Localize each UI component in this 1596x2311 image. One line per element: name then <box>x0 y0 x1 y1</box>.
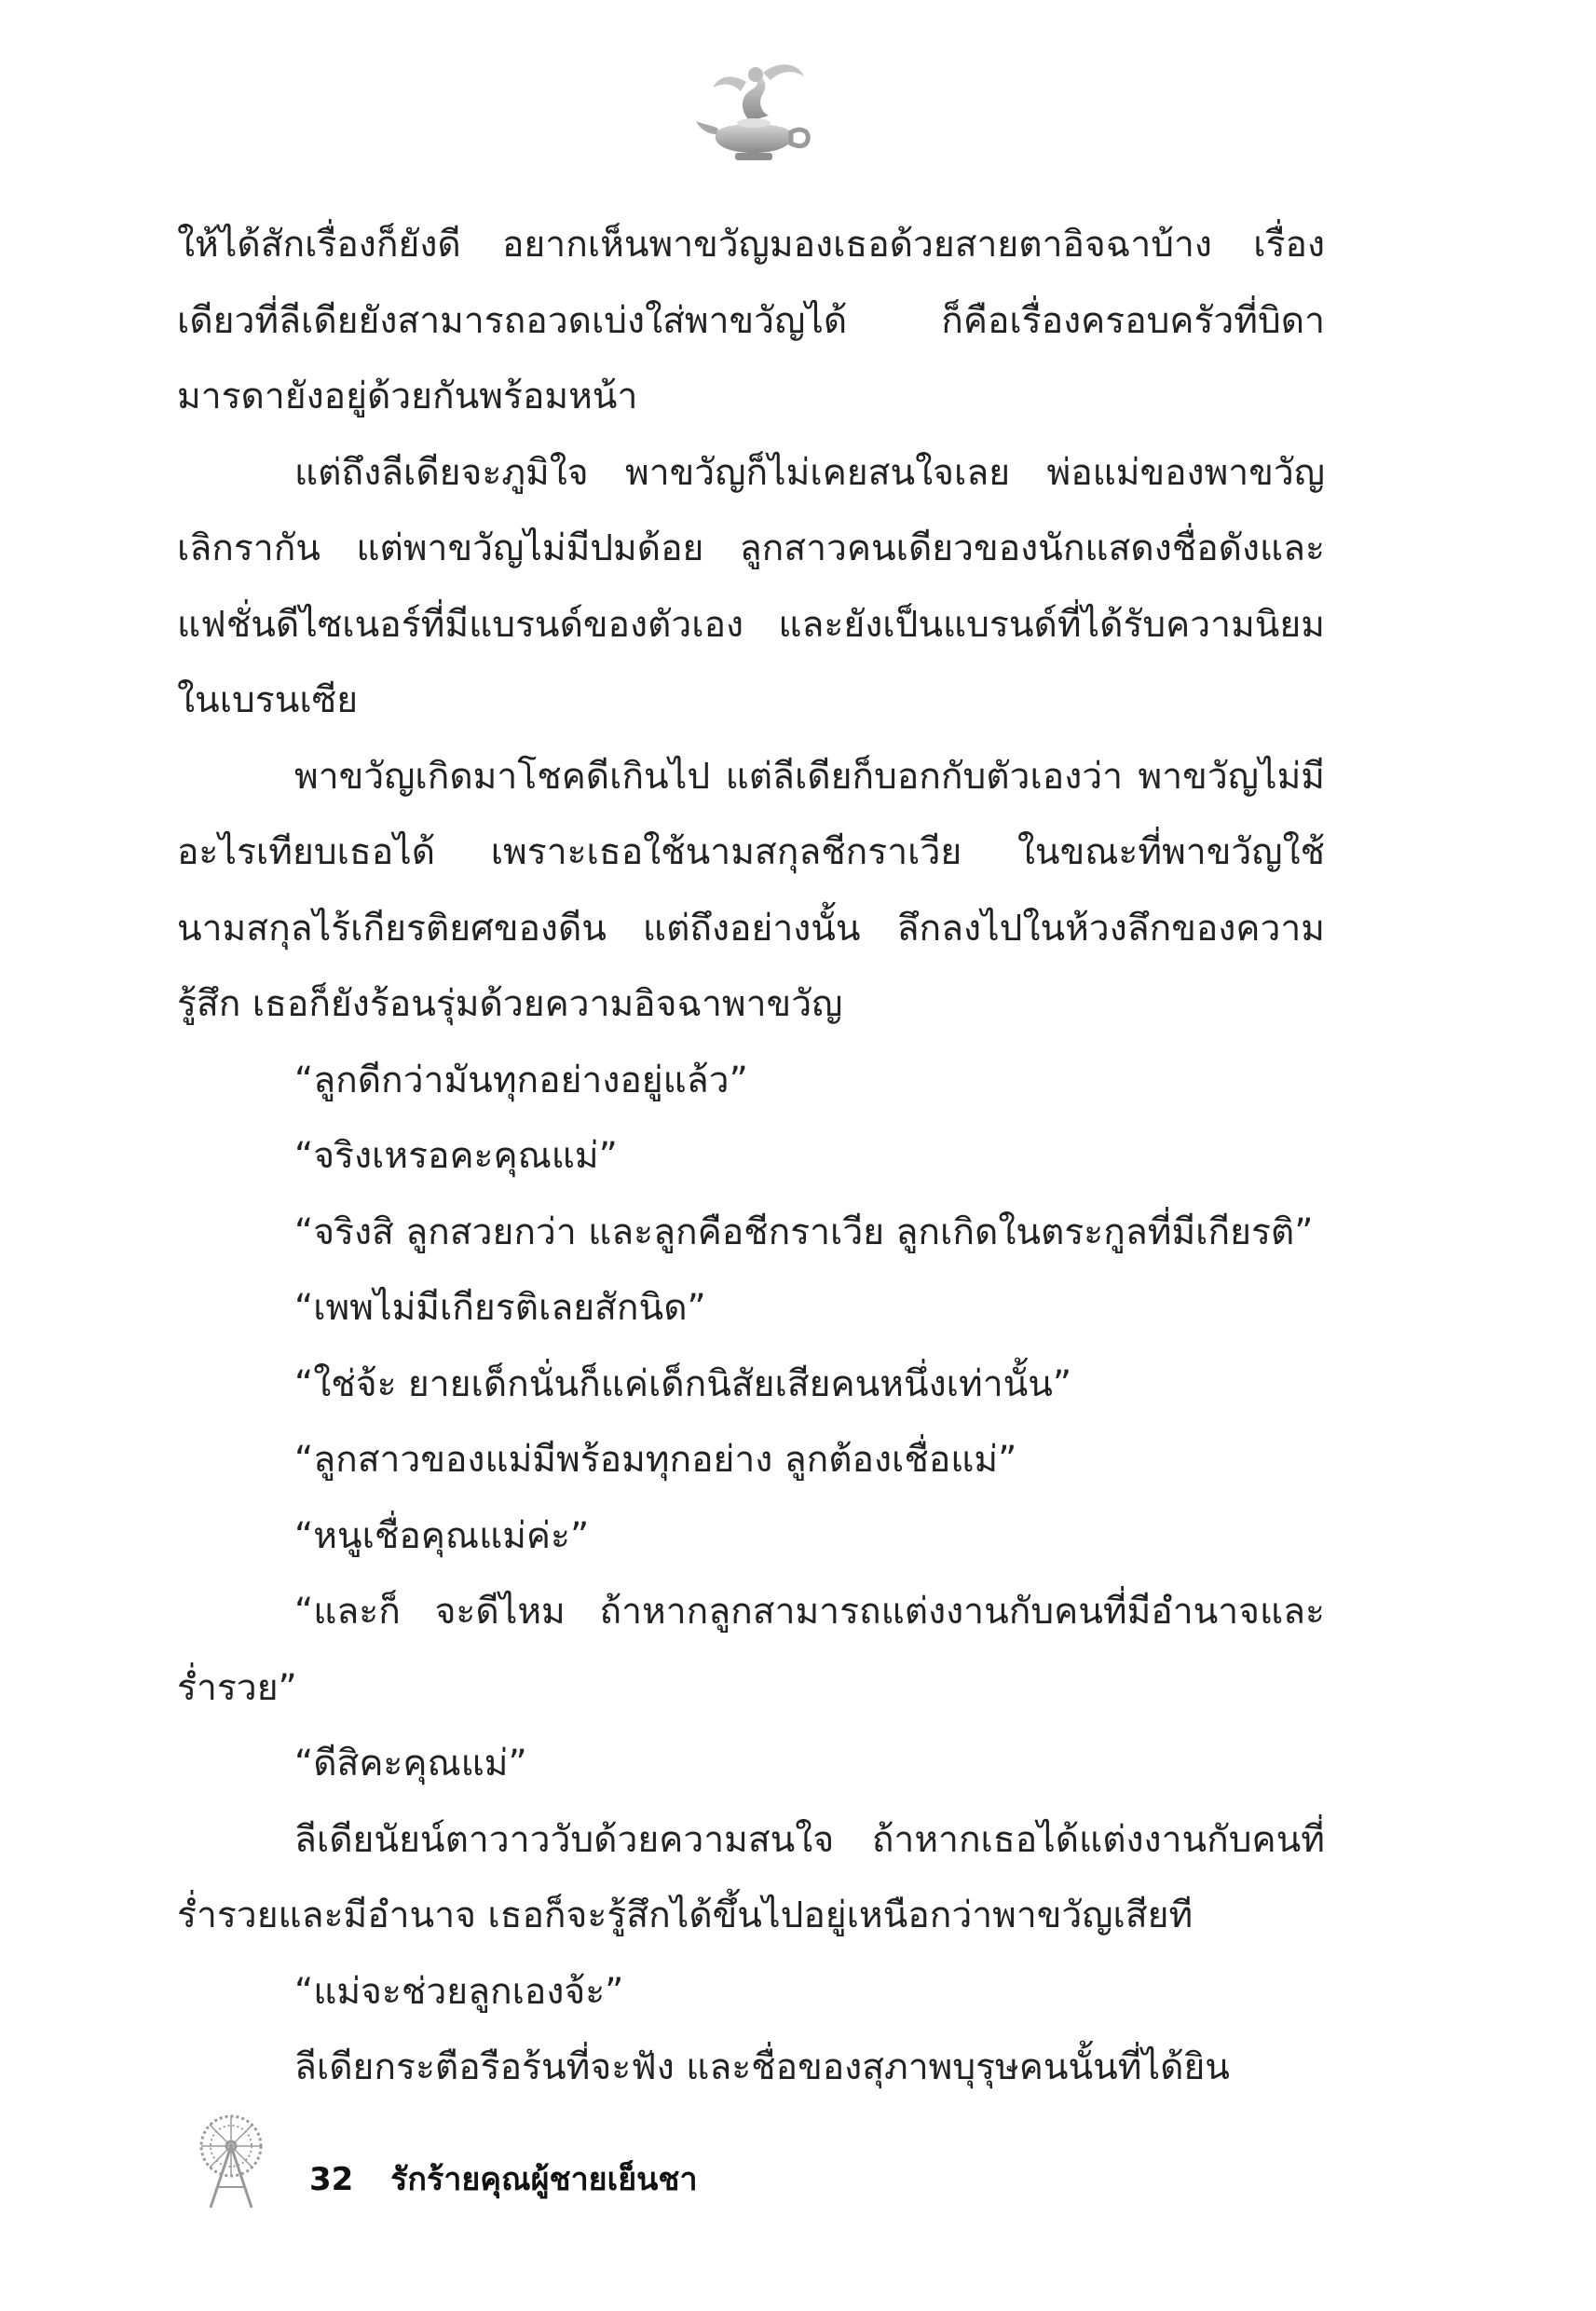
book-title: รักร้ายคุณผู้ชายเย็นชา <box>390 2161 698 2198</box>
dialogue-line: “ดีสิคะคุณแม่” <box>294 1743 527 1785</box>
chapter-text <box>177 207 1325 2106</box>
dialogue-line: “ใช่จ้ะ ยายเด็กนั่นก็แค่เด็กนิสัยเสียคนหนึ่งเท่านั้น” <box>294 1362 1072 1405</box>
dialogue-line: “จริงสิ ลูกสวยกว่า และลูกคือชีกราเวีย ลูกเกิดในตระกูลที่มีเกียรติ” <box>294 1210 1314 1253</box>
dialogue-line: “หนูเชื่อคุณแม่ค่ะ” <box>294 1514 590 1557</box>
dialogue-line: “จริงเหรอคะคุณแม่” <box>294 1135 618 1177</box>
dialogue-line: “แม่จะช่วยลูกเองจ้ะ” <box>294 1970 624 2013</box>
genie-lamp-icon <box>694 56 815 168</box>
page-number: 32 <box>309 2161 354 2198</box>
ferris-wheel-icon <box>196 2111 266 2209</box>
page-footer <box>196 2111 941 2213</box>
paragraph: ลีเดียนัยน์ตาวาววับด้วยความสนใจ ถ้าหากเธอได้แต่งงานกับคนที่ร่ำรวยและมีอำนาจ เธอก็จะรู้สึกได้ขึ้นไปอยู่เหนือกว่าพาขวัญเสียที <box>177 1818 1325 1936</box>
dialogue-line: “ลูกสาวของแม่มีพร้อมทุกอย่าง ลูกต้องเชื่อแม่” <box>294 1439 1017 1481</box>
paragraph: พาขวัญเกิดมาโชคดีเกินไป แต่ลีเดียก็บอกกับตัวเองว่า พาขวัญไม่มีอะไรเทียบเธอได้ เพราะเธอใช้นามสกุลชีกราเวีย ในขณะที่พาขวัญใช้นามสกุลไร้เกียรติยศของดีน แต่ถึงอย่างนั้น ลึกลงไปในห้วงลึกของความรู้สึก เธอก็ยังร้อนรุ่มด้วยความอิจฉาพาขวัญ <box>177 755 1325 1025</box>
dialogue-line: “ลูกดีกว่ามันทุกอย่างอยู่แล้ว” <box>294 1059 748 1101</box>
dialogue-line: “เพพไม่มีเกียรติเลยสักนิด” <box>294 1287 706 1329</box>
paragraph: แต่ถึงลีเดียจะภูมิใจ พาขวัญก็ไม่เคยสนใจเลย พ่อแม่ของพาขวัญเลิกรากัน แต่พาขวัญไม่มีปมด้อย ลูกสาวคนเดียวของนักแสดงชื่อดังและแฟชั่นดีไซเนอร์ที่มีแบรนด์ของตัวเอง และยังเป็นแบรนด์ที่ได้รับความนิยมในเบรนเซีย <box>177 451 1325 721</box>
running-footer <box>309 2154 698 2204</box>
dialogue-line: “และก็ จะดีไหม ถ้าหากลูกสามารถแต่งงานกับคนที่มีอำนาจและร่ำรวย” <box>177 1591 1325 1709</box>
paragraph: ให้ได้สักเรื่องก็ยังดี อยากเห็นพาขวัญมองเธอด้วยสายตาอิจฉาบ้าง เรื่องเดียวที่ลีเดียยังสามารถอวดเบ่งใส่พาขวัญได้ ก็คือเรื่องครอบครัวที่บิดามารดายังอยู่ด้วยกันพร้อมหน้า <box>177 224 1325 417</box>
paragraph: ลีเดียกระตือรือร้นที่จะฟัง และชื่อของสุภาพบุรุษคนนั้นที่ได้ยิน <box>294 2046 1230 2088</box>
